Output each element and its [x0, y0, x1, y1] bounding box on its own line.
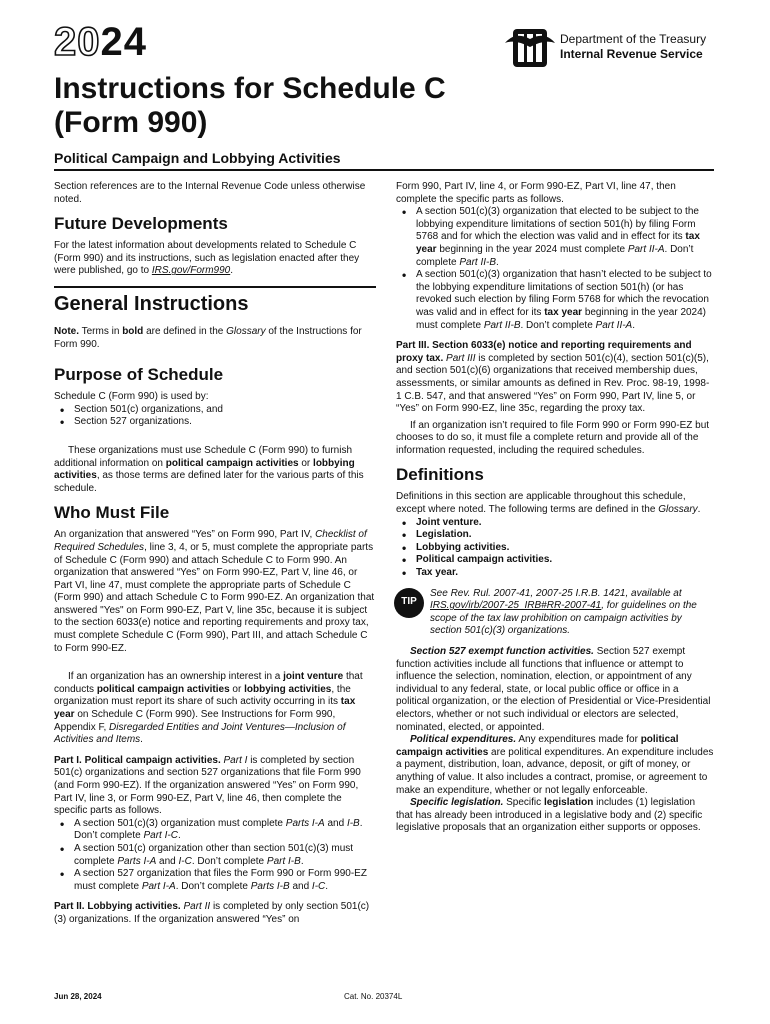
- tip-box: [396, 588, 714, 638]
- part3-paragraph-2: If an organization isn’t required to file Form 990 or Form 990-EZ but chooses to do so, it must file a complete return and provide all of the information requested, including the required schedules.: [396, 419, 710, 456]
- part1-list: [54, 818, 376, 894]
- list-item: • A section 501(c) organization other than section 501(c)(3) must complete Parts I-A and I-C. Don’t complete Part I-B.: [74, 843, 376, 868]
- irs-form990-link[interactable]: IRS.gov/Form990: [151, 265, 231, 277]
- list-item: • Political campaign activities.: [416, 554, 714, 567]
- list-item: • Joint venture.: [416, 517, 714, 530]
- section-527-paragraph: Section 527 exempt function activities. Section 527 exempt function activities include all functions that influence or attempt to influence the selection, nomination, election, or appointment of any individual to any federal, state, or local public office or office in a political organization, or the election of Presidential or Vice-Presidential electors, whether or not such individual or electors are selected, nominated, elected, or appointed.: [396, 646, 711, 733]
- list-item: • Tax year.: [416, 567, 714, 580]
- who-must-file-text: An organization that answered “Yes” on Form 990, Part IV, Checklist of Required Schedules, line 3, 4, or 5, must complete the appropriate parts of Schedule C (Form 990) and attach Schedule C to Form 990. An organization that answered “Yes” on Form 990-EZ, Part V, line 46, or Part VI, line 47, must complete the appropriate parts of Schedule C (Form 990) and attach Schedule C to Form 990-EZ. An organization that answered "Yes" on Form 990-EZ, Part V, line 35c, because it is subject to the section 6033(e) notice and reporting requirements and proxy tax, must complete Schedule C (Form 990), Part III, and attach Schedule C to Form 990-EZ.: [54, 529, 375, 654]
- purpose-heading: Purpose of Schedule: [54, 365, 224, 385]
- political-expenditures-paragraph: Political expenditures. Any expenditures made for political campaign activities are political expenditures. An expenditure includes a payment, distribution, loan, advance, deposit, or gift of money, or anything of value. It also includes a contract, promise, or agreement to make an expenditure, whether or not legally enforceable.: [396, 734, 714, 796]
- form-year: 2024: [54, 20, 147, 64]
- continued-text: Form 990, Part IV, line 4, or Form 990-EZ, Part VI, line 47, then complete the specific parts as follows.: [396, 181, 676, 205]
- who-must-file-heading: Who Must File: [54, 503, 170, 523]
- irs-eagle-logo-icon: [505, 25, 555, 71]
- general-instructions-heading: General Instructions: [54, 286, 376, 316]
- list-item: • A section 501(c)(3) organization that elected to be subject to the lobbying expenditure limitations of section 501(h) by filing Form 5768 and for which the election was valid and in effect for its tax year beginning in the year 2024 must complete Part II-A. Don’t complete Part II-B.: [416, 206, 714, 269]
- page-subtitle: Political Campaign and Lobbying Activities: [54, 150, 341, 166]
- future-developments-text: For the latest information about developments related to Schedule C (Form 990) and its instructions, such as legislation enacted after they were published, go to IRS.gov/Form990.: [54, 240, 360, 277]
- list-item: • Section 501(c) organizations, and: [74, 404, 376, 417]
- list-item: • Section 527 organizations.: [74, 416, 376, 429]
- irs-department: Department of the Treasury Internal Revenue Service: [560, 32, 707, 61]
- definitions-heading: Definitions: [396, 465, 484, 485]
- footer-cat-number: Cat. No. 20374L: [344, 992, 403, 1001]
- part3-paragraph: Part III. Section 6033(e) notice and reporting requirements and proxy tax. Part III is completed by section 501(c)(4), section 501(c)(5), and section 501(c)(6) organizations that received membership dues, assessments, or similar amounts as defined in Rev. Proc. 98-19, 1998-1 C.B. 547, and that answered “Yes” on Form 990, Part IV, line 5, or “Yes” on Form 990-EZ, line 35c, regarding the proxy tax.: [396, 340, 710, 415]
- header-divider: [54, 169, 714, 171]
- list-item: • A section 527 organization that files the Form 990 or Form 990-EZ must complete Part I-A. Don’t complete Parts I-B and I-C.: [74, 868, 376, 893]
- part2-list: [396, 206, 714, 332]
- list-item: • Legislation.: [416, 529, 714, 542]
- part2-paragraph: Part II. Lobbying activities. Part II is completed by only section 501(c)(3) organizations. If the organization answered “Yes” on: [54, 901, 370, 925]
- rev-rul-link[interactable]: IRS.gov/irb/2007-25_IRB#RR-2007-41: [430, 600, 602, 612]
- purpose-list: [54, 404, 376, 429]
- definitions-text: Definitions in this section are applicable throughout this schedule, except where noted. The following terms are defined in the Glossary.: [396, 491, 701, 516]
- list-item: • Lobbying activities.: [416, 542, 714, 555]
- page-title: Instructions for Schedule C (Form 990): [54, 72, 446, 139]
- definitions-list: [396, 517, 714, 580]
- intro-text: Section references are to the Internal Revenue Code unless otherwise noted.: [54, 181, 366, 205]
- list-item: • A section 501(c)(3) organization that hasn’t elected to be subject to the lobbying expenditure limitations of section 501(h) (or has revoked such election by filing Form 5768 for which the revocation was valid and in effect for its tax year beginning in the year 2024) must complete Part II-B. Don’t complete Part II-A.: [416, 269, 714, 332]
- purpose-paragraph: These organizations must use Schedule C (Form 990) to furnish additional information on political campaign activities or lobbying activities, as those terms are defined later for the various parts of this schedule.: [54, 444, 364, 494]
- specific-legislation-paragraph: Specific legislation. Specific legislation includes (1) legislation that has already been introduced in a legislative body and (2) specific legislative proposals that an organization either supports or opposes.: [396, 797, 703, 834]
- left-column: [54, 181, 376, 927]
- tip-text: See Rev. Rul. 2007-41, 2007-25 I.R.B. 1421, available at IRS.gov/irb/2007-25_IRB#RR-2007-41, for guidelines on the scope of the tax law prohibition on campaign activities by section 501(c)(3) organizations.: [430, 587, 697, 637]
- note-text: Note. Terms in bold are defined in the Glossary of the Instructions for Form 990.: [54, 325, 362, 350]
- future-developments-heading: Future Developments: [54, 214, 228, 234]
- tip-icon: TIP: [394, 588, 424, 618]
- part1-paragraph: Part I. Political campaign activities. Part I is completed by section 501(c) organizations and section 527 organizations that file Form 990 (and Form 990-EZ). If the organization answered “Yes” on Form 990, Part IV, line 3, or Form 990-EZ, Part V, line 46, then complete the specific parts as follows.: [54, 754, 361, 817]
- right-column: [396, 181, 714, 835]
- joint-venture-paragraph: If an organization has an ownership interest in a joint venture that conducts political campaign activities or lobbying activities, the organization must report its share of such activity occurring in its tax year on Schedule C (Form 990). See Instructions for Form 990, Appendix F, Disregarded Entities and Joint Ventures—Inclusion of Activities and Items.: [54, 671, 363, 746]
- footer-date: Jun 28, 2024: [54, 992, 102, 1001]
- list-item: • A section 501(c)(3) organization must complete Parts I-A and I-B. Don’t complete Part I-C.: [74, 818, 376, 843]
- purpose-text: Schedule C (Form 990) is used by:: [54, 391, 209, 403]
